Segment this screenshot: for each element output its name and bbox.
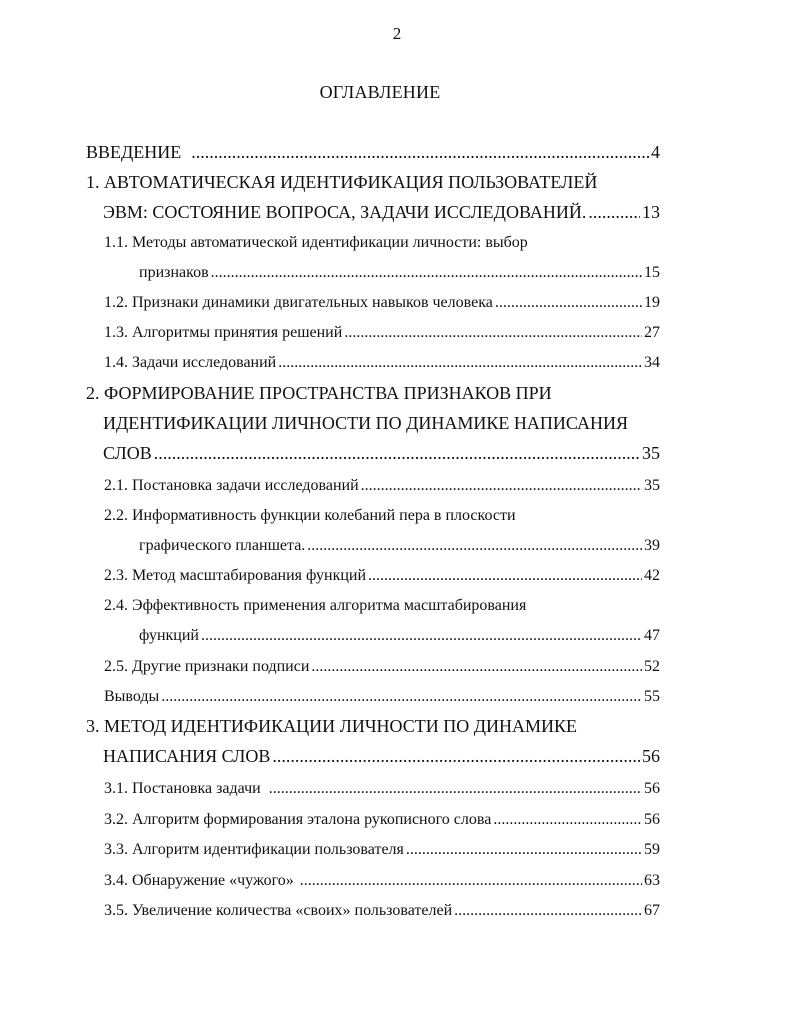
toc-entry-title: 2.3. Метод масштабирования функций [104, 567, 367, 584]
toc-entry-page: 56 [642, 746, 660, 766]
toc-entry-page: 35 [642, 443, 660, 463]
toc-section-3-1[interactable] [104, 780, 660, 798]
toc-section-3-3[interactable] [104, 841, 660, 859]
toc-section-2-3[interactable] [104, 567, 660, 585]
toc-section-3-5[interactable] [104, 902, 660, 920]
toc-entry-page: 63 [644, 872, 660, 889]
toc-entry-page: 52 [644, 658, 660, 675]
toc-entry-title: 3.4. Обнаружение «чужого» [104, 872, 294, 889]
leader-dots [406, 841, 642, 859]
toc-section-1-2[interactable] [104, 294, 660, 312]
leader-dots [191, 142, 649, 163]
toc-chapter-3-line1[interactable]: 3. МЕТОД ИДЕНТИФИКАЦИИ ЛИЧНОСТИ ПО ДИНАМИКЕ [86, 716, 578, 736]
toc-entry-page: 15 [644, 264, 660, 281]
toc-section-2-4[interactable] [139, 627, 660, 645]
toc-chapter-2-line2[interactable]: ИДЕНТИФИКАЦИИ ЛИЧНОСТИ ПО ДИНАМИКЕ НАПИСАНИЯ [103, 413, 628, 433]
toc-entry-title: Выводы [104, 688, 160, 705]
leader-dots [454, 902, 642, 920]
leader-dots [300, 872, 642, 890]
toc-entry-page: 19 [644, 294, 660, 311]
toc-entry-page: 55 [644, 688, 660, 705]
toc-chapter-2-line1[interactable]: 2. ФОРМИРОВАНИЕ ПРОСТРАНСТВА ПРИЗНАКОВ ПРИ [86, 383, 552, 403]
leader-dots [154, 443, 640, 464]
toc-section-1-1-line1[interactable]: 1.1. Методы автоматической идентификации личности: выбор [104, 234, 528, 251]
toc-entry-title: 1.4. Задачи исследований [104, 354, 277, 371]
toc-section-2-2-line1[interactable]: 2.2. Информативность функции колебаний пера в плоскости [104, 507, 516, 524]
toc-entry-title: функций [139, 627, 199, 644]
toc-entry-page: 39 [644, 537, 660, 554]
page-title: ОГЛАВЛЕНИЕ [319, 82, 441, 102]
toc-entry-title: 3.3. Алгоритм идентификации пользователя [104, 841, 404, 858]
toc-entry-title: 1.2. Признаки динамики двигательных навыков человека [104, 294, 493, 311]
toc-chapter-3[interactable] [103, 746, 660, 767]
page-number: 2 [392, 24, 402, 43]
toc-section-1-3[interactable] [104, 324, 660, 342]
leader-dots [361, 477, 642, 495]
leader-dots [201, 627, 642, 645]
toc-entry-title: ЭВМ: СОСТОЯНИЕ ВОПРОСА, ЗАДАЧИ ИССЛЕДОВАНИЙ. [103, 202, 587, 222]
toc-section-2-4-line1[interactable]: 2.4. Эффективность применения алгоритма масштабирования [104, 597, 527, 614]
leader-dots [493, 811, 642, 829]
leader-dots [307, 537, 642, 555]
leader-dots [311, 658, 642, 676]
toc-entry-page: 42 [644, 567, 660, 584]
toc-chapter-1[interactable] [103, 202, 660, 223]
leader-dots [344, 324, 642, 342]
toc-chapter-2[interactable] [103, 443, 660, 464]
toc-entry-page: 35 [644, 477, 660, 494]
toc-entry-title: 3.1. Постановка задачи [104, 780, 261, 797]
toc-section-3-2[interactable] [104, 811, 660, 829]
toc-entry-page: 4 [651, 142, 660, 162]
leader-dots [269, 780, 642, 798]
leader-dots [588, 202, 640, 223]
toc-section-2-2[interactable] [139, 537, 660, 555]
toc-entry-title: 1.3. Алгоритмы принятия решений [104, 324, 343, 341]
toc-section-3-4[interactable] [104, 872, 660, 890]
leader-dots [368, 567, 642, 585]
toc-entry-title: СЛОВ [103, 443, 152, 463]
leader-dots [495, 294, 642, 312]
toc-chapter-1-line1[interactable]: 1. АВТОМАТИЧЕСКАЯ ИДЕНТИФИКАЦИЯ ПОЛЬЗОВАТЕЛЕЙ [86, 172, 598, 192]
toc-entry-title: 2.5. Другие признаки подписи [104, 658, 310, 675]
leader-dots [211, 264, 642, 282]
toc-section-2-5[interactable] [104, 658, 660, 676]
toc-entry-title: 3.2. Алгоритм формирования эталона рукописного слова [104, 811, 492, 828]
toc-section-1-4[interactable] [104, 354, 660, 372]
toc-entry-title: признаков [139, 264, 209, 281]
toc-entry-page: 34 [644, 354, 660, 371]
toc-entry-title: графического планшета. [139, 537, 306, 554]
toc-section-2-conclusions[interactable] [104, 688, 660, 706]
toc-entry-title: 3.5. Увеличение количества «своих» пользователей [104, 902, 453, 919]
toc-section-2-1[interactable] [104, 477, 660, 495]
toc-entry-title: ВВЕДЕНИЕ [86, 142, 182, 162]
toc-entry-page: 13 [642, 202, 660, 222]
toc-entry-page: 56 [644, 811, 660, 828]
leader-dots [278, 354, 642, 372]
toc-entry-title: 2.1. Постановка задачи исследований [104, 477, 359, 494]
toc-entry-page: 56 [644, 780, 660, 797]
toc-entry-title: НАПИСАНИЯ СЛОВ [103, 746, 271, 766]
toc-section-1-1[interactable] [139, 264, 660, 282]
toc-entry-page: 67 [644, 902, 660, 919]
toc-entry-page: 27 [644, 324, 660, 341]
toc-entry-page: 59 [644, 841, 660, 858]
leader-dots [161, 688, 642, 706]
toc-entry-page: 47 [644, 627, 660, 644]
leader-dots [272, 746, 640, 767]
toc-entry-intro[interactable] [86, 142, 660, 163]
